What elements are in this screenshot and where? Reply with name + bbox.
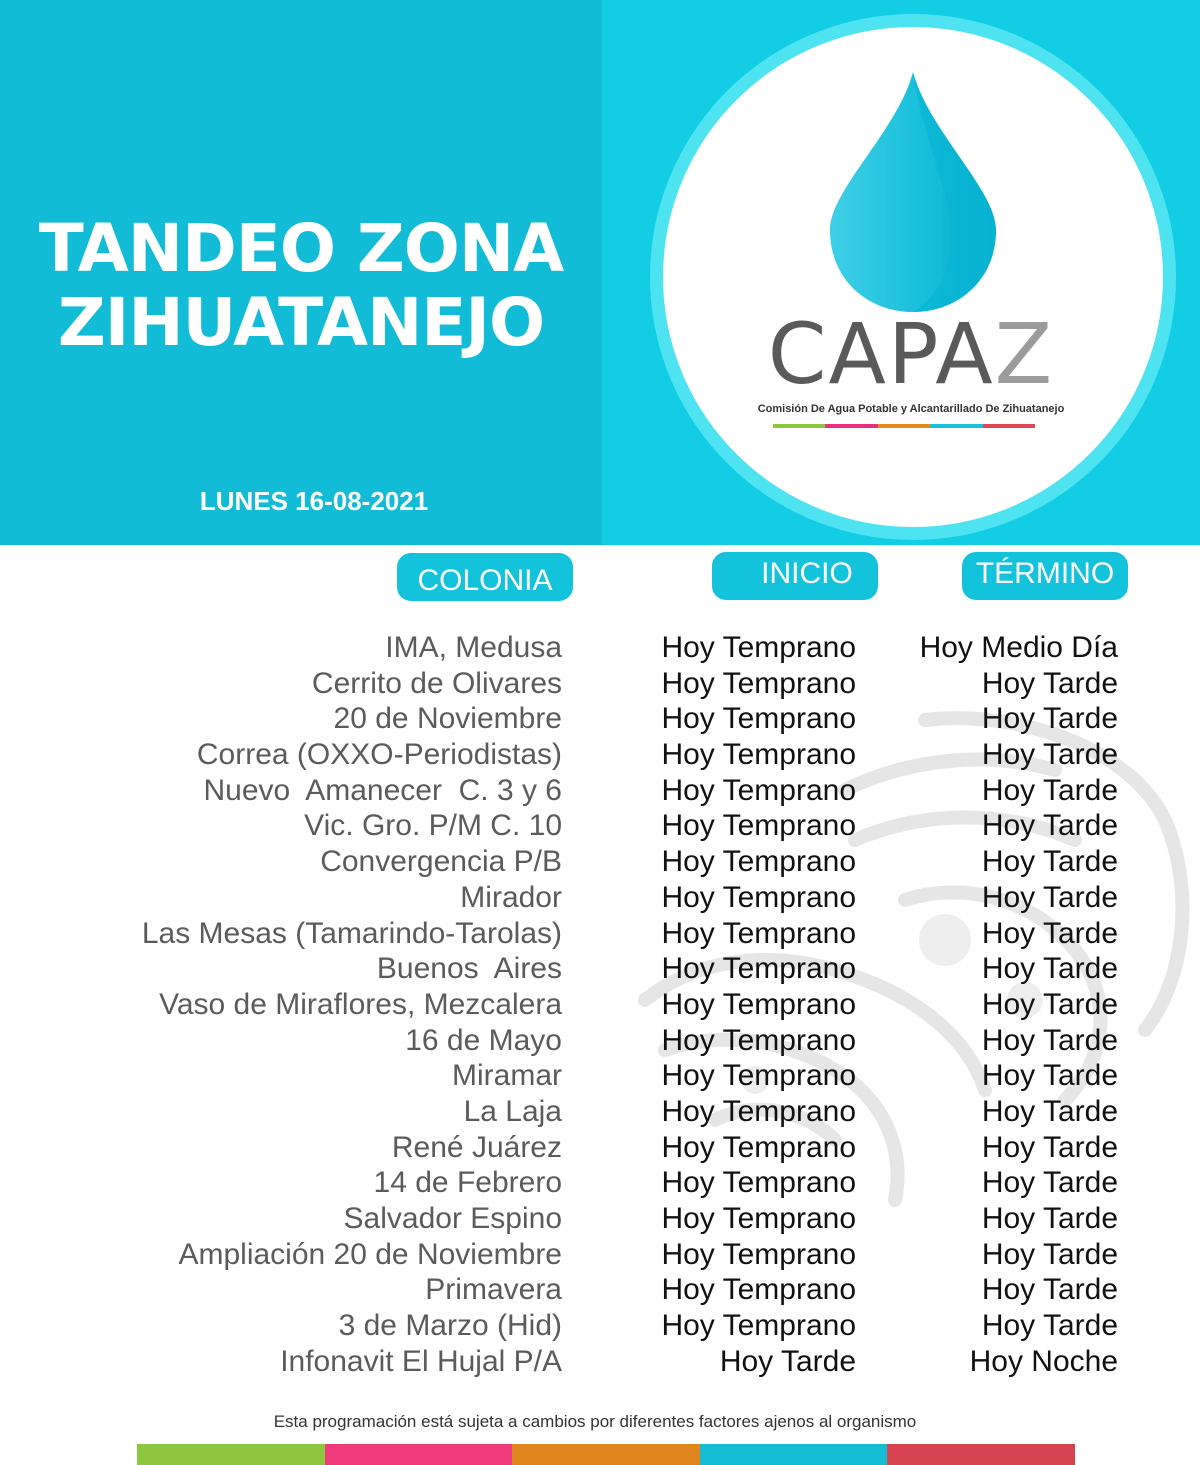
column-header-colonia: COLONIA [397,553,573,601]
inicio-cell: Hoy Temprano [661,880,856,914]
logo-stripe [773,424,825,428]
table-row [0,737,1200,773]
title-line-1: TANDEO ZONA [38,210,564,287]
inicio-cell: Hoy Temprano [661,702,856,736]
colonia-cell: IMA, Medusa [385,631,562,664]
schedule-table [0,630,1200,1379]
table-row [0,630,1200,666]
inicio-cell: Hoy Tarde [719,1344,856,1378]
table-row [0,666,1200,702]
table-row [0,880,1200,916]
table-row [0,808,1200,844]
colonia-cell: Vaso de Miraflores, Mezcalera [159,987,562,1021]
inicio-cell: Hoy Temprano [661,1309,856,1343]
colonia-cell: Ampliación 20 de Noviembre [178,1237,562,1271]
logo-stripe [878,424,930,428]
colonia-cell: 3 de Marzo (Hid) [338,1309,562,1343]
termino-cell: Hoy Tarde [981,1237,1118,1271]
logo-wordmark-main: CAPA [767,305,995,403]
inicio-cell: Hoy Temprano [661,1237,856,1271]
column-header-termino: TÉRMINO [962,552,1128,600]
logo-wordmark-z: Z [994,305,1055,403]
colonia-cell: Las Mesas (Tamarindo-Tarolas) [141,916,562,950]
inicio-cell: Hoy Temprano [661,809,856,843]
colonia-cell: Nuevo Amanecer C. 3 y 6 [203,773,562,807]
termino-cell: Hoy Noche [969,1344,1118,1378]
footer-color-bar [137,1444,1075,1465]
termino-cell: Hoy Tarde [981,987,1118,1021]
termino-cell: Hoy Tarde [981,1309,1118,1343]
colonia-cell: Infonavit El Hujal P/A [280,1344,562,1378]
termino-cell: Hoy Tarde [981,773,1118,807]
table-row [0,951,1200,987]
inicio-cell: Hoy Temprano [661,631,856,664]
termino-cell: Hoy Tarde [981,952,1118,986]
inicio-cell: Hoy Temprano [661,1202,856,1235]
inicio-cell: Hoy Temprano [661,1023,856,1057]
colonia-cell: Correa (OXXO-Periodistas) [196,738,562,772]
termino-cell: Hoy Medio Día [919,631,1118,664]
table-row [0,1201,1200,1237]
inicio-cell: Hoy Temprano [661,1273,856,1307]
footer-bar-segment [887,1444,1075,1465]
inicio-cell: Hoy Temprano [661,773,856,807]
termino-cell: Hoy Tarde [981,702,1118,736]
table-row [0,1023,1200,1059]
footer-bar-segment [512,1444,700,1465]
inicio-cell: Hoy Temprano [661,738,856,772]
termino-cell: Hoy Tarde [981,1202,1118,1235]
inicio-cell: Hoy Temprano [661,916,856,950]
footer-bar-segment [700,1444,888,1465]
inicio-cell: Hoy Temprano [661,1094,856,1128]
logo-wordmark [756,306,1066,402]
table-row [0,916,1200,952]
termino-cell: Hoy Tarde [981,666,1118,700]
termino-cell: Hoy Tarde [981,1059,1118,1093]
logo-stripe [930,424,982,428]
footer-bar-segment [137,1444,325,1465]
inicio-cell: Hoy Temprano [661,1166,856,1200]
footer-bar-segment [325,1444,513,1465]
table-row [0,844,1200,880]
termino-cell: Hoy Tarde [981,1273,1118,1307]
logo-stripes [773,424,1035,428]
title-line-2: ZIHUATANEJO [57,284,545,361]
inicio-cell: Hoy Temprano [661,952,856,986]
inicio-cell: Hoy Temprano [661,666,856,700]
colonia-cell: René Juárez [391,1130,562,1164]
colonia-cell: Primavera [425,1273,562,1307]
colonia-cell: Salvador Espino [343,1202,562,1235]
table-row [0,773,1200,809]
logo-stripe [983,424,1035,428]
column-header-inicio: INICIO [712,552,878,600]
colonia-cell: Buenos Aires [376,952,562,986]
table-row [0,1165,1200,1201]
colonia-cell: 20 de Noviembre [333,702,562,736]
colonia-cell: Vic. Gro. P/M C. 10 [304,809,562,843]
table-row [0,1272,1200,1308]
inicio-cell: Hoy Temprano [661,845,856,879]
colonia-cell: Cerrito de Olivares [311,666,562,700]
termino-cell: Hoy Tarde [981,1130,1118,1164]
table-row [0,1344,1200,1380]
table-row [0,701,1200,737]
table-row [0,1237,1200,1273]
termino-cell: Hoy Tarde [981,845,1118,879]
colonia-cell: Miramar [452,1059,562,1093]
table-row [0,1058,1200,1094]
termino-cell: Hoy Tarde [981,1094,1118,1128]
schedule-date: LUNES 16-08-2021 [199,486,429,516]
table-row [0,1308,1200,1344]
termino-cell: Hoy Tarde [981,1023,1118,1057]
disclaimer-note: Esta programación está sujeta a cambios por diferentes factores ajenos al organismo [273,1412,917,1431]
termino-cell: Hoy Tarde [981,916,1118,950]
colonia-cell: Mirador [460,880,562,914]
table-row [0,1094,1200,1130]
inicio-cell: Hoy Temprano [661,1059,856,1093]
table-row [0,1130,1200,1166]
colonia-cell: 16 de Mayo [405,1023,562,1057]
termino-cell: Hoy Tarde [981,1166,1118,1200]
header [0,0,1200,545]
inicio-cell: Hoy Temprano [661,987,856,1021]
page-title [0,212,602,360]
colonia-cell: Convergencia P/B [320,845,562,879]
logo-stripe [825,424,877,428]
logo-subtitle: Comisión De Agua Potable y Alcantarillado De Zihuatanejo [757,403,1065,415]
termino-cell: Hoy Tarde [981,880,1118,914]
water-drop-icon [828,70,998,315]
termino-cell: Hoy Tarde [981,738,1118,772]
colonia-cell: La Laja [463,1094,562,1128]
inicio-cell: Hoy Temprano [661,1130,856,1164]
table-row [0,987,1200,1023]
colonia-cell: 14 de Febrero [373,1166,562,1200]
termino-cell: Hoy Tarde [981,809,1118,843]
